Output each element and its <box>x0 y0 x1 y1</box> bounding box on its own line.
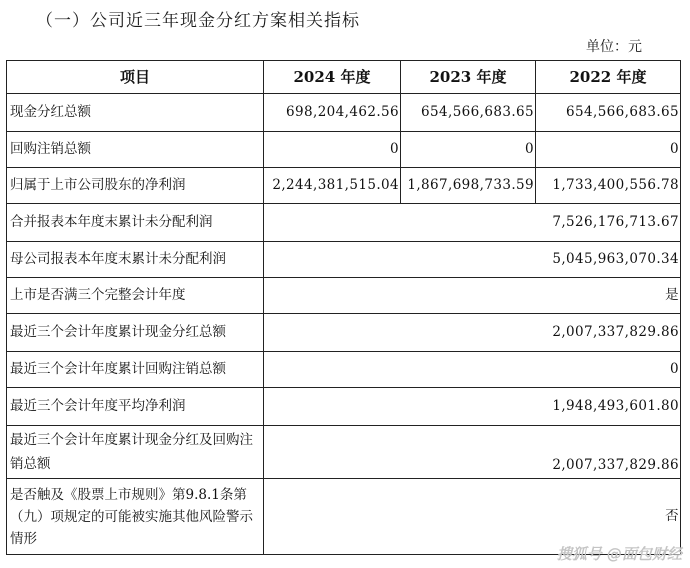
table-row <box>7 278 681 314</box>
row-label: 现金分红总额 <box>7 94 264 132</box>
table-row <box>7 314 681 352</box>
row-label: 最近三个会计年度累计现金分红及回购注销总额 <box>7 426 264 479</box>
row-label: 最近三个会计年度平均净利润 <box>7 388 264 426</box>
table-row <box>7 168 681 204</box>
cell-2023: 654,566,683.65 <box>401 94 536 132</box>
table-row <box>7 204 681 242</box>
table-row <box>7 352 681 388</box>
cell-value: 2,007,337,829.86 <box>264 426 681 479</box>
cell-value: 否 <box>264 479 681 555</box>
table-row <box>7 94 681 132</box>
cell-value: 0 <box>264 352 681 388</box>
column-header-2024: 2024 年度 <box>264 61 401 94</box>
row-label: 归属于上市公司股东的净利润 <box>7 168 264 204</box>
watermark: 搜狐号 @面包财经 <box>556 545 682 563</box>
section-title: （一）公司近三年现金分红方案相关指标 <box>36 11 360 31</box>
row-label: 是否触及《股票上市规则》第9.8.1条第（九）项规定的可能被实施其他风险警示情形 <box>7 479 264 555</box>
row-label: 母公司报表本年度末累计未分配利润 <box>7 242 264 278</box>
table-row <box>7 132 681 168</box>
dividend-indicators-table <box>6 60 681 555</box>
cell-2022: 654,566,683.65 <box>536 94 681 132</box>
cell-value: 5,045,963,070.34 <box>264 242 681 278</box>
cell-2023: 1,867,698,733.59 <box>401 168 536 204</box>
row-label: 回购注销总额 <box>7 132 264 168</box>
cell-2024: 698,204,462.56 <box>264 94 401 132</box>
cell-value: 是 <box>264 278 681 314</box>
row-label: 最近三个会计年度累计现金分红总额 <box>7 314 264 352</box>
row-label: 最近三个会计年度累计回购注销总额 <box>7 352 264 388</box>
column-header-item: 项目 <box>7 61 264 94</box>
unit-label: 单位：元 <box>586 39 642 55</box>
table-header-row <box>7 61 681 94</box>
table-row <box>7 242 681 278</box>
column-header-2023: 2023 年度 <box>401 61 536 94</box>
table-row <box>7 426 681 479</box>
cell-value: 7,526,176,713.67 <box>264 204 681 242</box>
cell-2022: 1,733,400,556.78 <box>536 168 681 204</box>
row-label: 上市是否满三个完整会计年度 <box>7 278 264 314</box>
cell-value: 1,948,493,601.80 <box>264 388 681 426</box>
cell-2024: 0 <box>264 132 401 168</box>
cell-2024: 2,244,381,515.04 <box>264 168 401 204</box>
cell-2023: 0 <box>401 132 536 168</box>
row-label: 合并报表本年度末累计未分配利润 <box>7 204 264 242</box>
column-header-2022: 2022 年度 <box>536 61 681 94</box>
table-row <box>7 388 681 426</box>
cell-2022: 0 <box>536 132 681 168</box>
cell-value: 2,007,337,829.86 <box>264 314 681 352</box>
